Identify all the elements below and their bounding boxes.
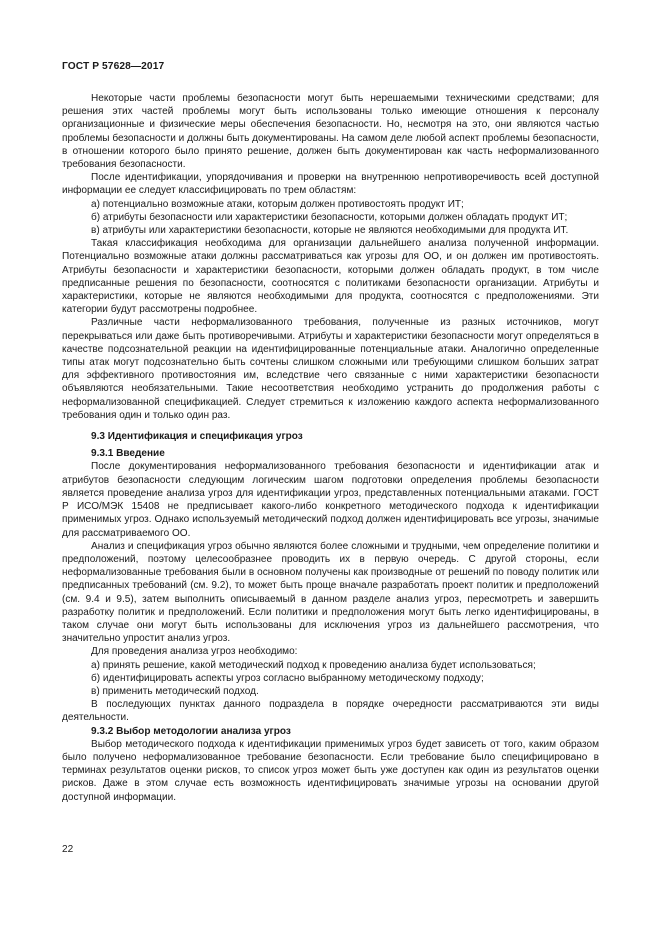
document-body <box>62 92 599 804</box>
subsection-heading: 9.3.2 Выбор методологии анализа угроз <box>91 725 291 737</box>
paragraph: Различные части неформализованного требования, полученные из разных источников, могут перекрываться или даже быть противоречивыми. Атрибуты и характеристики безопасности могут определяться в качестве подсознательной реакции на идентифицированные потенциальные атаки. Аналогично определенные типы атак могут подсознательно быть сочтены слишком сложными или требующими слишком больших затрат для эффективного противостояния им, вследствие чего связанные с ними характеристики безопасности объявляются необязательными. Такие несоответствия необходимо устранить до продолжения работы с неформализованной спецификацией. Следует стремиться к изложению каждого аспекта неформализованного требования один и только один раз. <box>62 317 599 421</box>
document-header: ГОСТ Р 57628—2017 <box>62 61 165 72</box>
paragraph: Некоторые части проблемы безопасности могут быть нерешаемыми техническими средствами; для решения этих частей проблемы могут быть использованы только имеющие отношения к персоналу организационные и физические меры обеспечения безопасности. Но, несмотря на это, они являются частью проблемы безопасности и должны быть документированы. На самом деле любой аспект проблемы безопасности, в отношении которого было принято решение, должен быть документирован как часть неформализованного требования безопасности. <box>62 93 599 171</box>
paragraph: Анализ и спецификация угроз обычно являются более сложными и трудными, чем определение политики и предположений, поэтому целесообразнее проводить их в первую очередь. С другой стороны, если неформализованные требования были в основном получены как производные от решений по поводу политик или предписанных требований (см. 9.2), то может быть проще вначале разработать проект политик и предположений (см. 9.4 и 9.5), затем выполнить описываемый в данном разделе анализ угроз, пересмотреть и завершить разработку политик и предположений. Если политики и предположения могут быть легко идентифицированы, в таком случае они могут быть использованы для исключения угроз из дальнейшего рассмотрения, что значительно упростит анализ угроз. <box>62 540 599 645</box>
subsection-heading: 9.3.1 Введение <box>91 448 165 460</box>
list-item: а) принять решение, какой методический подход к проведению анализа будет использоваться; <box>91 659 536 671</box>
paragraph: Такая классификация необходима для организации дальнейшего анализа полученной информации. Потенциально возможные атаки должны рассматриваться как угрозы для ОО, и он должен им противостоять. Атрибуты безопасности и характеристики безопасности, которыми должен обладать продукт, в том числе предписанные решения по безопасности, соотносятся с политиками безопасности организации. Атрибуты и характеристики, которые не являются необходимыми для продукта, соотносятся с предположениями. Эти категории будут рассмотрены подробнее. <box>62 238 599 316</box>
paragraph: В последующих пунктах данного подраздела в порядке очередности рассматриваются эти виды деятельности. <box>62 699 599 724</box>
page-number: 22 <box>62 844 74 855</box>
list-item: б) атрибуты безопасности или характеристики безопасности, которыми должен обладать продукт ИТ; <box>91 211 568 223</box>
paragraph: После документирования неформализованного требования безопасности и идентификации атак и атрибутов безопасности следующим логическим шагом подготовки определения проблемы безопасности является проведение анализа угроз для идентификации угроз, представленных потенциальными атаками. ГОСТ Р ИСО/МЭК 15408 не предписывает какого-либо конкретного методического подхода к идентификации применимых угроз. Однако используемый методический подход должен идентифицировать все угрозы, значимые для рассматриваемого ОО. <box>62 461 599 539</box>
list-item: а) потенциально возможные атаки, которым должен противостоять продукт ИТ; <box>91 198 464 210</box>
paragraph: Выбор методического подхода к идентификации применимых угроз будет зависеть от того, каким образом было получено неформализованное требование безопасности. Если требование было специфицировано в терминах результатов оценки рисков, то список угроз может быть уже доступен как один из результатов оценки рисков. Даже в этом случае есть возможность идентифицировать значимые угрозы на основании другой доступной информации. <box>62 738 599 803</box>
list-item: в) применить методический подход. <box>91 685 259 697</box>
paragraph: После идентификации, упорядочивания и проверки на внутреннюю непротиворечивость всей доступной информации ее следует классифицировать по трем областям: <box>62 172 599 197</box>
paragraph: Для проведения анализа угроз необходимо: <box>91 646 298 658</box>
list-item: в) атрибуты или характеристики безопасности, которые не являются необходимыми для продукта ИТ. <box>91 225 569 237</box>
section-heading: 9.3 Идентификация и спецификация угроз <box>91 431 303 443</box>
list-item: б) идентифицировать аспекты угроз согласно выбранному методическому подходу; <box>91 672 484 684</box>
